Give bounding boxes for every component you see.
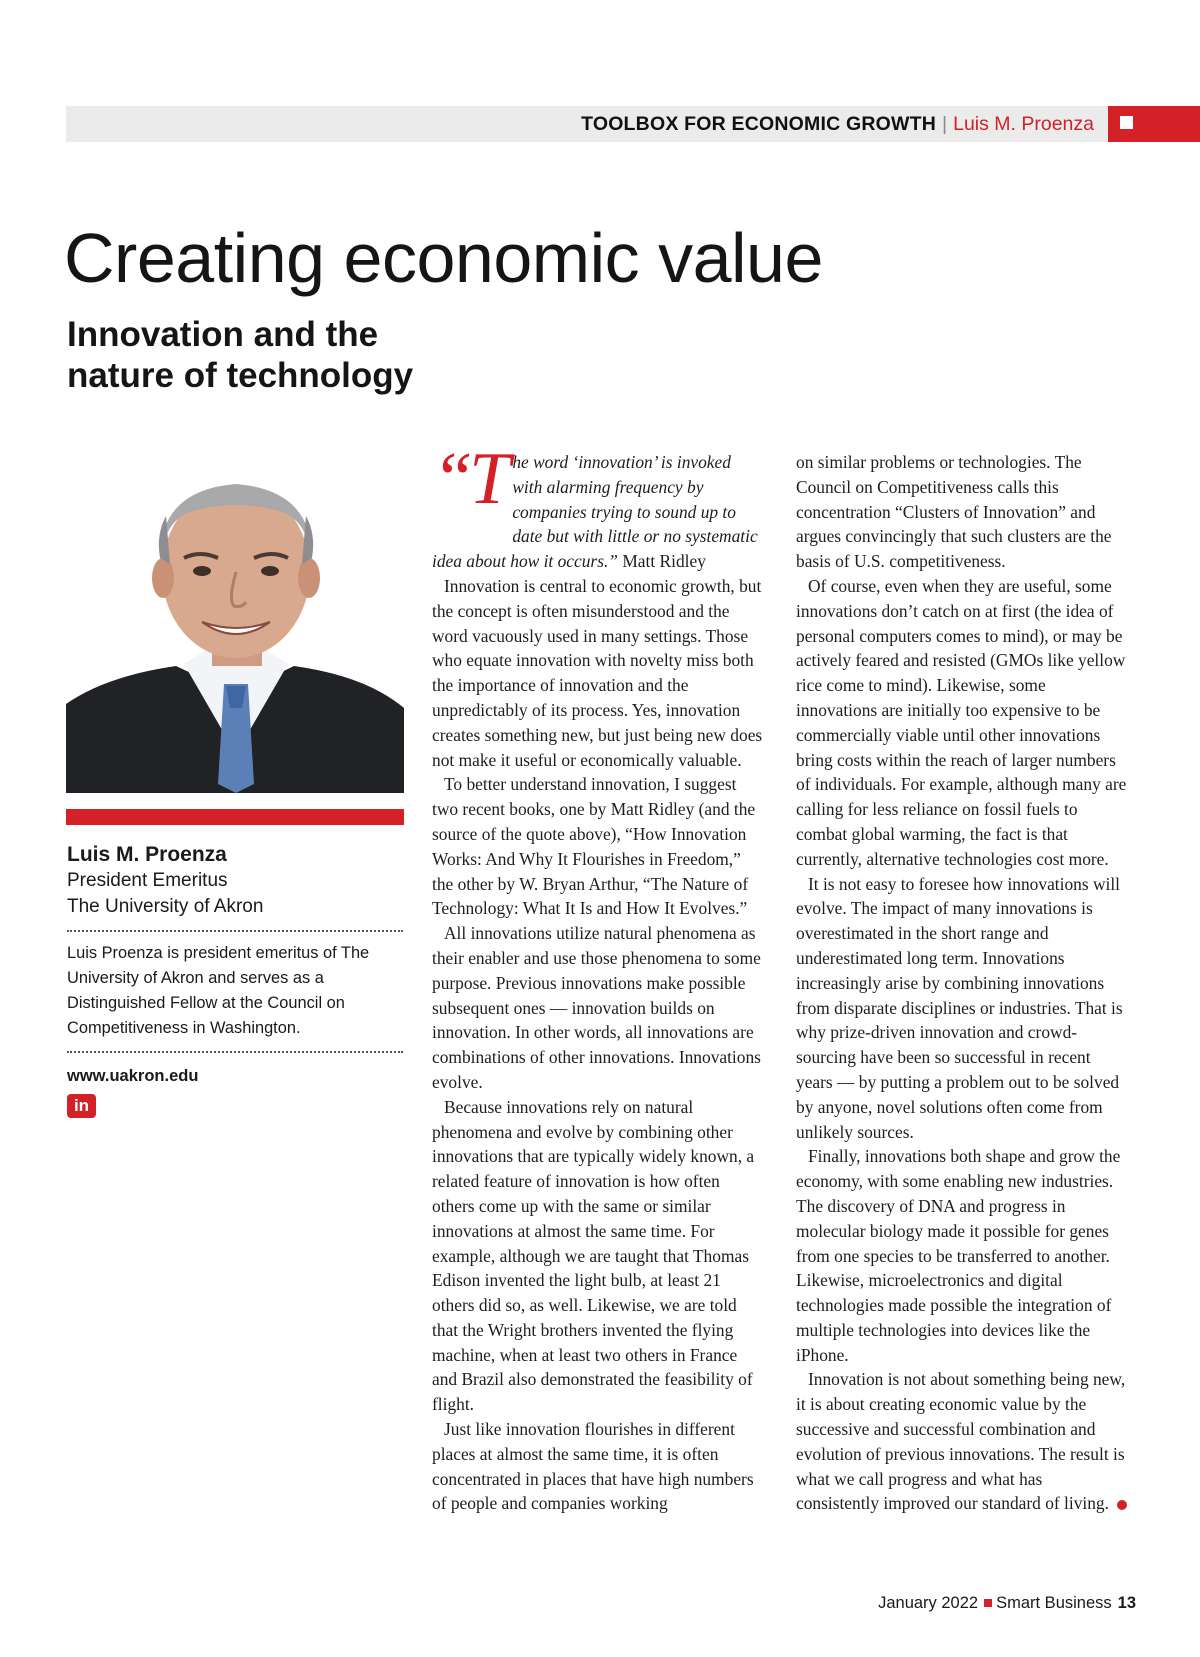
quote-text: he word ‘innovation’ is invoked with alarming frequency by companies trying to sound up to date but with little or no systematic idea about how it occurs.” <box>432 452 758 572</box>
page-footer <box>878 1594 1136 1613</box>
header-red-block <box>1108 106 1200 142</box>
footer-square-icon <box>984 1599 992 1607</box>
sidebar-red-bar <box>66 809 404 825</box>
header-square-icon <box>1120 116 1133 129</box>
body-paragraph: Innovation is central to economic growth, but the concept is often misunderstood and the word vacuously used in many settings. Those who equate innovation with novelty miss both the importance of innovation and the unpredictably of its process. Yes, innovation creates something new, but just being new does not make it useful or economically valuable. <box>432 575 763 770</box>
body-paragraph: To better understand innovation, I suggest two recent books, one by Matt Ridley (and the source of the quote above), “How Innovation Works: And Why It Flourishes in Freedom,” the other by W. Bryan Arthur, “The Nature of Technology: What It Is and How It Evolves.” <box>432 774 756 919</box>
bio-name: Luis M. Proenza <box>67 843 227 866</box>
subtitle-line-2: nature of technology <box>67 356 414 395</box>
linkedin-icon[interactable]: in <box>67 1094 96 1118</box>
body-paragraph: Just like innovation flourishes in different places at almost the same time, it is often concentrated in places that have high numbers of people and companies working <box>432 1419 754 1514</box>
article-column-1 <box>432 438 764 1516</box>
article-subtitle <box>67 314 567 396</box>
end-bullet-icon <box>1117 1500 1127 1510</box>
closing-text: Innovation is not about something being new, it is about creating economic value by the successive and successful combination and evolution of previous innovations. The result is what we call progress and what has consistently improved our standard of living. <box>796 1369 1126 1514</box>
body-paragraph: Of course, even when they are useful, some innovations don’t catch on at first (the idea of personal computers comes to mind), or may be actively feared and resisted (GMOs like yellow rice come to mind). Likewise, some innovations are initially too expensive to be commercially viable until other innovations bring costs within the reach of larger numbers of individuals. For example, although many are calling for less reliance on fossil fuels to combat global warming, the fact is that currently, alternative technologies cost more. <box>796 575 1127 869</box>
header-author: Luis M. Proenza <box>953 113 1094 135</box>
pull-quote <box>432 438 764 574</box>
article-column-2 <box>796 450 1128 1516</box>
body-paragraph: Because innovations rely on natural phenomena and evolve by combining other innovations that are typically widely known, a related feature of innovation is how often others come up with the same or similar innovations at almost the same time. For example, although we are taught that Thomas Edison invented the light bulb, at least 21 others did so, as well. Likewise, we are told that the Wright brothers invented the flying machine, when at least two others in France and Brazil also demonstrated the feasibility of flight. <box>432 1096 755 1415</box>
author-photo <box>66 454 404 793</box>
subtitle-line-1: Innovation and the <box>67 315 379 354</box>
bio-divider <box>67 930 403 932</box>
header-bar <box>66 106 1200 142</box>
article-title: Creating economic value <box>64 219 823 297</box>
website-link[interactable]: www.uakron.edu <box>67 1067 199 1085</box>
body-paragraph: All innovations utilize natural phenomena as their enabler and use those phenomena to some purpose. Previous innovations make possible subsequent ones — innovation builds on innovation. In other words, all innovations are combinations of other innovations. Innovations evolve. <box>432 923 761 1092</box>
bio-role: President Emeritus <box>67 870 228 891</box>
quote-attribution: Matt Ridley <box>617 551 706 572</box>
section-name: TOOLBOX FOR ECONOMIC GROWTH <box>581 113 937 135</box>
body-paragraph: It is not easy to foresee how innovations will evolve. The impact of many innovations is overestimated in the short range and underestimated long term. Innovations increasingly arise by combining innovations from disparate disciplines or industries. That is why prize-driven innovation and crowd-sourcing have been so successful in recent years — by putting a problem out to be solved by anyone, novel solutions often come from unlikely sources. <box>796 873 1123 1142</box>
bio-divider <box>67 1051 403 1053</box>
running-header <box>581 106 1094 142</box>
bio-description: Luis Proenza is president emeritus of The University of Akron and serves as a Distinguished Fellow at the Council on Competitiveness in Washington. <box>67 944 370 1037</box>
footer-publication: Smart Business <box>996 1594 1112 1612</box>
body-paragraph-continued: on similar problems or technologies. The Council on Competitiveness calls this concentration “Clusters of Innovation” and argues convincingly that such clusters are the basis of U.S. competitiveness. <box>796 452 1112 572</box>
header-separator: | <box>942 113 948 135</box>
bio-organization: The University of Akron <box>67 896 264 917</box>
body-paragraph: Finally, innovations both shape and grow the economy, with some enabling new industries. The discovery of DNA and progress in molecular biology made it possible for genes from one species to be transferred to another. Likewise, microelectronics and digital technologies made possible the integration of multiple technologies into devices like the iPhone. <box>796 1146 1121 1365</box>
author-bio <box>67 842 405 1118</box>
closing-paragraph <box>796 1367 1128 1516</box>
page-number: 13 <box>1117 1594 1136 1612</box>
drop-cap-quote: “T <box>432 438 507 520</box>
footer-date: January 2022 <box>878 1594 979 1612</box>
